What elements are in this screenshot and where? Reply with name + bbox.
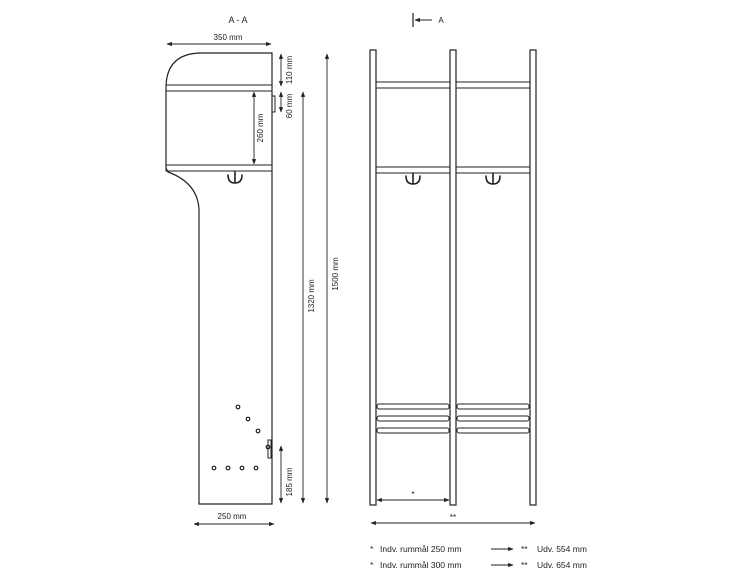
right-panel — [530, 50, 536, 505]
shoe-rails — [377, 404, 529, 433]
left-panel — [370, 50, 376, 505]
label-total-height: 1500 mm — [331, 257, 340, 291]
label-top-width: 350 mm — [213, 33, 243, 42]
section-hook-icon — [228, 172, 242, 183]
legend-row-2-outer: Udv. 654 mm — [537, 560, 587, 570]
section-top-shelf — [166, 85, 272, 91]
label-inner-width-mark: * — [411, 490, 415, 499]
front-top-shelf-right — [456, 82, 530, 88]
label-foot-height: 185 mm — [285, 467, 294, 497]
front-view — [370, 13, 536, 523]
label-outer-width-mark: ** — [449, 513, 457, 522]
section-title: A - A — [228, 15, 248, 25]
label-shelf-gap: 260 mm — [256, 113, 265, 143]
front-hook-left-icon — [406, 173, 420, 184]
legend-row-1-inner: Indv. rummål 250 mm — [380, 544, 462, 554]
label-gap-height: 60 mm — [285, 93, 294, 119]
section-view — [166, 15, 340, 524]
legend-row-1-outer: Udv. 554 mm — [537, 544, 587, 554]
front-top-shelf-left — [376, 82, 450, 88]
mounting-holes — [212, 405, 270, 470]
legend-row-2-outer-mark: ** — [521, 560, 528, 570]
label-side-height: 1320 mm — [307, 279, 316, 313]
legend-row-1-outer-mark: ** — [521, 544, 528, 554]
legend-row-1 — [370, 544, 587, 554]
label-bottom-width: 250 mm — [217, 512, 247, 521]
label-top-height: 110 mm — [285, 55, 294, 85]
legend-row-2 — [370, 560, 587, 570]
legend-row-2-mark: * — [370, 560, 374, 570]
legend-row-1-mark: * — [370, 544, 374, 554]
section-marker-label: A — [438, 16, 444, 25]
legend — [370, 544, 587, 570]
legend-row-2-inner: Indv. rummål 300 mm — [380, 560, 462, 570]
wall-bracket-top — [272, 96, 275, 112]
front-hook-shelf-left — [376, 167, 450, 173]
middle-panel — [450, 50, 456, 505]
front-hook-right-icon — [486, 173, 500, 184]
section-hook-shelf — [166, 165, 272, 171]
front-hook-shelf-right — [456, 167, 530, 173]
